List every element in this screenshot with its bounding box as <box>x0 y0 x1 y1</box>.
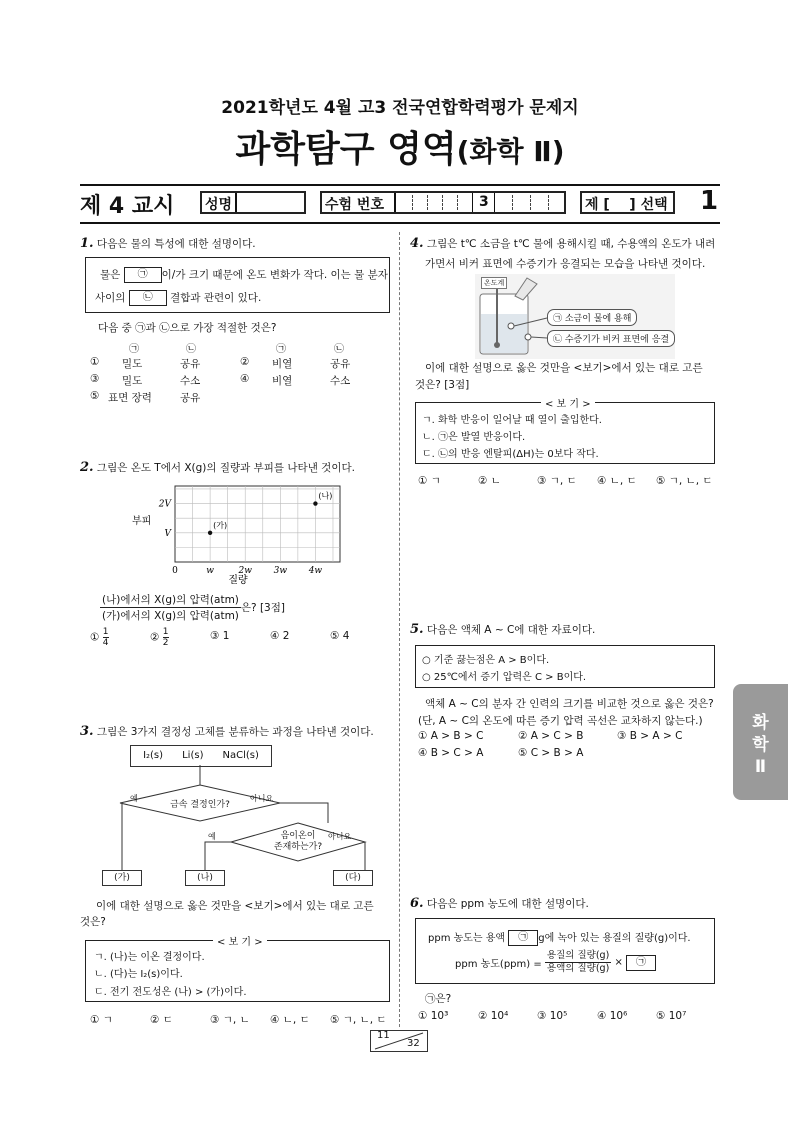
q4-bogi-1: ㄱ. 화학 반응이 일어날 때 열이 출입한다. <box>422 415 602 426</box>
q5-option-5[interactable]: ⑤ C > B > A <box>518 747 584 759</box>
q2-stem-text: 그림은 온도 T에서 X(g)의 질량과 부피를 나타낸 것이다. <box>96 462 355 474</box>
chart-y-tick-label: V <box>164 528 171 539</box>
q3-output-c: (다) <box>333 870 373 886</box>
q3-output-b: (나) <box>185 870 225 886</box>
sub-title-text: (화학 Ⅱ) <box>456 135 565 168</box>
q1-option-4[interactable]: ④ 비열 수소 <box>240 373 351 387</box>
q2-question-tail: 은? [3점] <box>240 602 285 614</box>
q1-text-d: 결합과 관련이 있다. <box>170 292 262 304</box>
exam-number-field[interactable] <box>320 191 566 214</box>
header-rule-top <box>80 184 720 186</box>
q6-formula: ppm 농도(ppm) = 용질의 질량(g) 용액의 질량(g) × ㉠ <box>455 950 656 975</box>
q4-question-line1: 이에 대한 설명으로 옳은 것만을 <보기>에서 있는 대로 고른 <box>425 362 703 374</box>
column-divider <box>399 232 400 1027</box>
q1-text-a: 물은 <box>100 269 121 281</box>
q3-stem <box>80 724 374 739</box>
subject-side-tab[interactable] <box>733 684 788 800</box>
chart-x-tick-label: 3w <box>273 566 288 576</box>
chart-point-label: (가) <box>213 520 228 530</box>
q3-option-4[interactable]: ④ ㄴ, ㄷ <box>270 1014 310 1026</box>
q4-option-4[interactable]: ④ ㄴ, ㄷ <box>597 475 637 487</box>
q6-option-2[interactable]: ② 10⁴ <box>478 1010 509 1022</box>
q5-fact-2: ○ 25℃에서 증기 압력은 C > B이다. <box>422 672 587 683</box>
main-title-text: 과학탐구 영역 <box>235 129 457 170</box>
q4-option-1[interactable]: ① ㄱ <box>418 475 441 487</box>
q3-no-2: 아니요 <box>328 832 352 841</box>
chart-xlabel: 질량 <box>228 575 248 586</box>
q5-stem-text: 다음은 액체 A ~ C에 대한 자료이다. <box>426 624 596 636</box>
q4-stem-line2: 가면서 비커 표면에 수증기가 응결되는 모습을 나타낸 것이다. <box>425 258 706 270</box>
q1-option-3[interactable]: ③ 밀도 수소 <box>90 373 201 387</box>
chart-x-tick-label: 4w <box>308 566 323 576</box>
exam-title: 2021학년도 4월 고3 전국연합학력평가 문제지 <box>221 98 579 118</box>
q4-tag-a: ㉠ 소금이 물에 용해 <box>547 309 637 326</box>
side-tab-line1: 화 <box>752 713 769 733</box>
q6-option-4[interactable]: ④ 10⁶ <box>597 1010 628 1022</box>
q6-stem <box>410 896 589 911</box>
q2-number: 2. <box>80 460 94 475</box>
q6-option-5[interactable]: ⑤ 10⁷ <box>656 1010 687 1022</box>
q3-option-3[interactable]: ③ ㄱ, ㄴ <box>210 1014 250 1026</box>
exam-number-label: 수험 번호 <box>325 197 384 213</box>
q1-option-2[interactable]: ② 비열 공유 <box>240 356 351 370</box>
q2-stem <box>80 460 355 475</box>
q1-col-header-a1: ㉠ <box>129 344 139 355</box>
period-label: 제 4 교시 <box>80 194 175 219</box>
q1-stem-text: 다음은 물의 특성에 대한 설명이다. <box>96 238 256 250</box>
q2-fraction-bottom: (가)에서의 X(g)의 압력(atm) <box>102 610 239 622</box>
q1-statement-line1 <box>100 267 388 283</box>
chart-point <box>313 501 317 505</box>
q3-bogi-title: < 보 기 > <box>213 933 267 948</box>
q3-solids-box: I₂(s) Li(s) NaCl(s) <box>130 745 272 767</box>
page-number: 1 <box>700 186 719 216</box>
q4-option-3[interactable]: ③ ㄱ, ㄷ <box>537 475 577 487</box>
q4-stem-line1 <box>410 236 715 251</box>
q4-bogi-2: ㄴ. ㉠은 발열 반응이다. <box>422 432 526 443</box>
thermometer-label: 온도계 <box>481 277 507 289</box>
q5-fact-1: ○ 기준 끓는점은 A > B이다. <box>422 655 550 666</box>
chart-point-label: (나) <box>318 491 333 501</box>
q4-question-line2: 것은? [3점] <box>415 379 470 391</box>
q1-blank-b: ㉡ <box>129 290 167 306</box>
q6-blank-2: ㉠ <box>626 955 656 971</box>
main-title <box>0 121 800 172</box>
q6-number: 6. <box>410 896 424 911</box>
q1-col-header-b1: ㉡ <box>186 344 196 355</box>
name-field[interactable] <box>200 191 306 214</box>
q3-option-5[interactable]: ⑤ ㄱ, ㄴ, ㄷ <box>330 1014 387 1026</box>
chart-x-tick-label: 2w <box>238 566 252 576</box>
q5-option-2[interactable]: ② A > C > B <box>518 730 584 742</box>
q3-bogi-2: ㄴ. (다)는 I₂(s)이다. <box>94 969 183 980</box>
page-total: 32 <box>407 1038 420 1049</box>
q5-question-line1: 액체 A ~ C의 분자 간 인력의 크기를 비교한 것으로 옳은 것은? <box>425 698 714 710</box>
q3-number: 3. <box>80 724 94 739</box>
q5-option-4[interactable]: ④ B > C > A <box>418 747 484 759</box>
chart-point <box>208 531 212 535</box>
chart-y-tick-label: 2V <box>158 499 171 510</box>
q1-question: 다음 중 ㉠과 ㉡으로 가장 적절한 것은? <box>98 322 277 334</box>
choice-label: 제 [ ] 선택 <box>585 197 668 213</box>
q2-option-4[interactable]: ④ 2 <box>270 630 290 642</box>
q4-figure <box>475 274 675 359</box>
header-rule-bottom <box>80 222 720 224</box>
q5-option-1[interactable]: ① A > B > C <box>418 730 484 742</box>
q3-question-line2: 것은? <box>80 916 106 928</box>
page-counter <box>370 1030 428 1052</box>
q3-bogi-3: ㄷ. 전기 전도성은 (나) > (가)이다. <box>94 987 247 998</box>
chart-ylabel: 부피 <box>132 516 152 527</box>
q2-fraction-top: (나)에서의 X(g)의 압력(atm) <box>102 594 239 606</box>
choice-field[interactable] <box>580 191 675 214</box>
q1-stem <box>80 236 256 251</box>
q4-option-2[interactable]: ② ㄴ <box>478 475 501 487</box>
q2-option-1[interactable]: ① $\frac{1}{4}$ <box>90 627 109 648</box>
chart-x-tick-label: w <box>206 566 214 576</box>
q3-output-a: (가) <box>102 870 142 886</box>
q1-col-header-a2: ㉠ <box>276 344 286 355</box>
side-tab-line3: Ⅱ <box>754 757 767 777</box>
q2-option-2[interactable]: ② $\frac{1}{2}$ <box>150 627 169 648</box>
q6-blank-1: ㉠ <box>508 930 538 946</box>
q1-number: 1. <box>80 236 94 251</box>
name-label: 성명 <box>205 197 233 213</box>
q4-bogi-title: < 보 기 > <box>541 395 595 410</box>
q3-flowchart <box>100 745 370 895</box>
q4-number: 4. <box>410 236 424 251</box>
q1-option-5[interactable]: ⑤ 표면 장력 공유 <box>90 390 201 404</box>
q6-option-1[interactable]: ① 10³ <box>418 1010 449 1022</box>
q4-stem-text1: 그림은 t℃ 소금을 t℃ 물에 용해시킬 때, 수용액의 온도가 내려 <box>426 238 716 250</box>
q3-option-2[interactable]: ② ㄷ <box>150 1014 173 1026</box>
q1-blank-a: ㉠ <box>124 267 162 283</box>
side-tab-line2: 학 <box>752 735 769 755</box>
q5-question-line2: (단, A ~ C의 온도에 따른 증기 압력 곡선은 교차하지 않는다.) <box>418 715 703 727</box>
q1-col-header-b2: ㉡ <box>334 344 344 355</box>
q3-bogi-1: ㄱ. (나)는 이온 결정이다. <box>94 952 205 963</box>
q6-stem-text: 다음은 ppm 농도에 대한 설명이다. <box>426 898 589 910</box>
exam-number-digit: 3 <box>479 194 489 210</box>
q3-stem-text: 그림은 3가지 결정성 고체를 분류하는 과정을 나타낸 것이다. <box>96 726 374 738</box>
q6-line1: ppm 농도는 용액 ㉠ g에 녹아 있는 용질의 질량(g)이다. <box>428 932 691 944</box>
q3-question-line1: 이에 대한 설명으로 옳은 것만을 <보기>에서 있는 대로 고른 <box>96 900 374 912</box>
q4-tag-b: ㉡ 수증기가 비커 표면에 응결 <box>547 330 675 347</box>
q3-no-1: 아니요 <box>250 794 274 803</box>
q5-stem <box>410 622 595 637</box>
q6-option-3[interactable]: ③ 10⁵ <box>537 1010 568 1022</box>
q5-number: 5. <box>410 622 424 637</box>
q3-option-1[interactable]: ① ㄱ <box>90 1014 113 1026</box>
q3-yes-2: 예 <box>208 832 216 841</box>
q3-yes-1: 예 <box>130 794 138 803</box>
q3-decision-1: 금속 결정인가? <box>170 800 230 810</box>
q1-option-1[interactable]: ① 밀도 공유 <box>90 356 201 370</box>
q2-fraction <box>100 592 285 623</box>
chart-x-tick-label: 0 <box>172 566 178 576</box>
q6-question: ㉠은? <box>425 993 452 1005</box>
q2-option-5[interactable]: ⑤ 4 <box>330 630 350 642</box>
q5-option-3[interactable]: ③ B > A > C <box>617 730 683 742</box>
page-current: 11 <box>377 1030 390 1041</box>
q3-decision-2: 음이온이 존재하는가? <box>273 831 323 852</box>
q1-text-c: 사이의 <box>95 292 126 304</box>
q1-text-b: 이/가 크기 때문에 온도 변화가 작다. 이는 물 분자 <box>161 269 388 281</box>
q4-bogi-3: ㄷ. ㉡의 반응 엔탈피(ΔH)는 0보다 작다. <box>422 449 599 460</box>
q2-option-3[interactable]: ③ 1 <box>210 630 230 642</box>
q1-statement-line2 <box>95 290 261 306</box>
q2-chart <box>130 486 345 586</box>
q4-option-5[interactable]: ⑤ ㄱ, ㄴ, ㄷ <box>656 475 713 487</box>
